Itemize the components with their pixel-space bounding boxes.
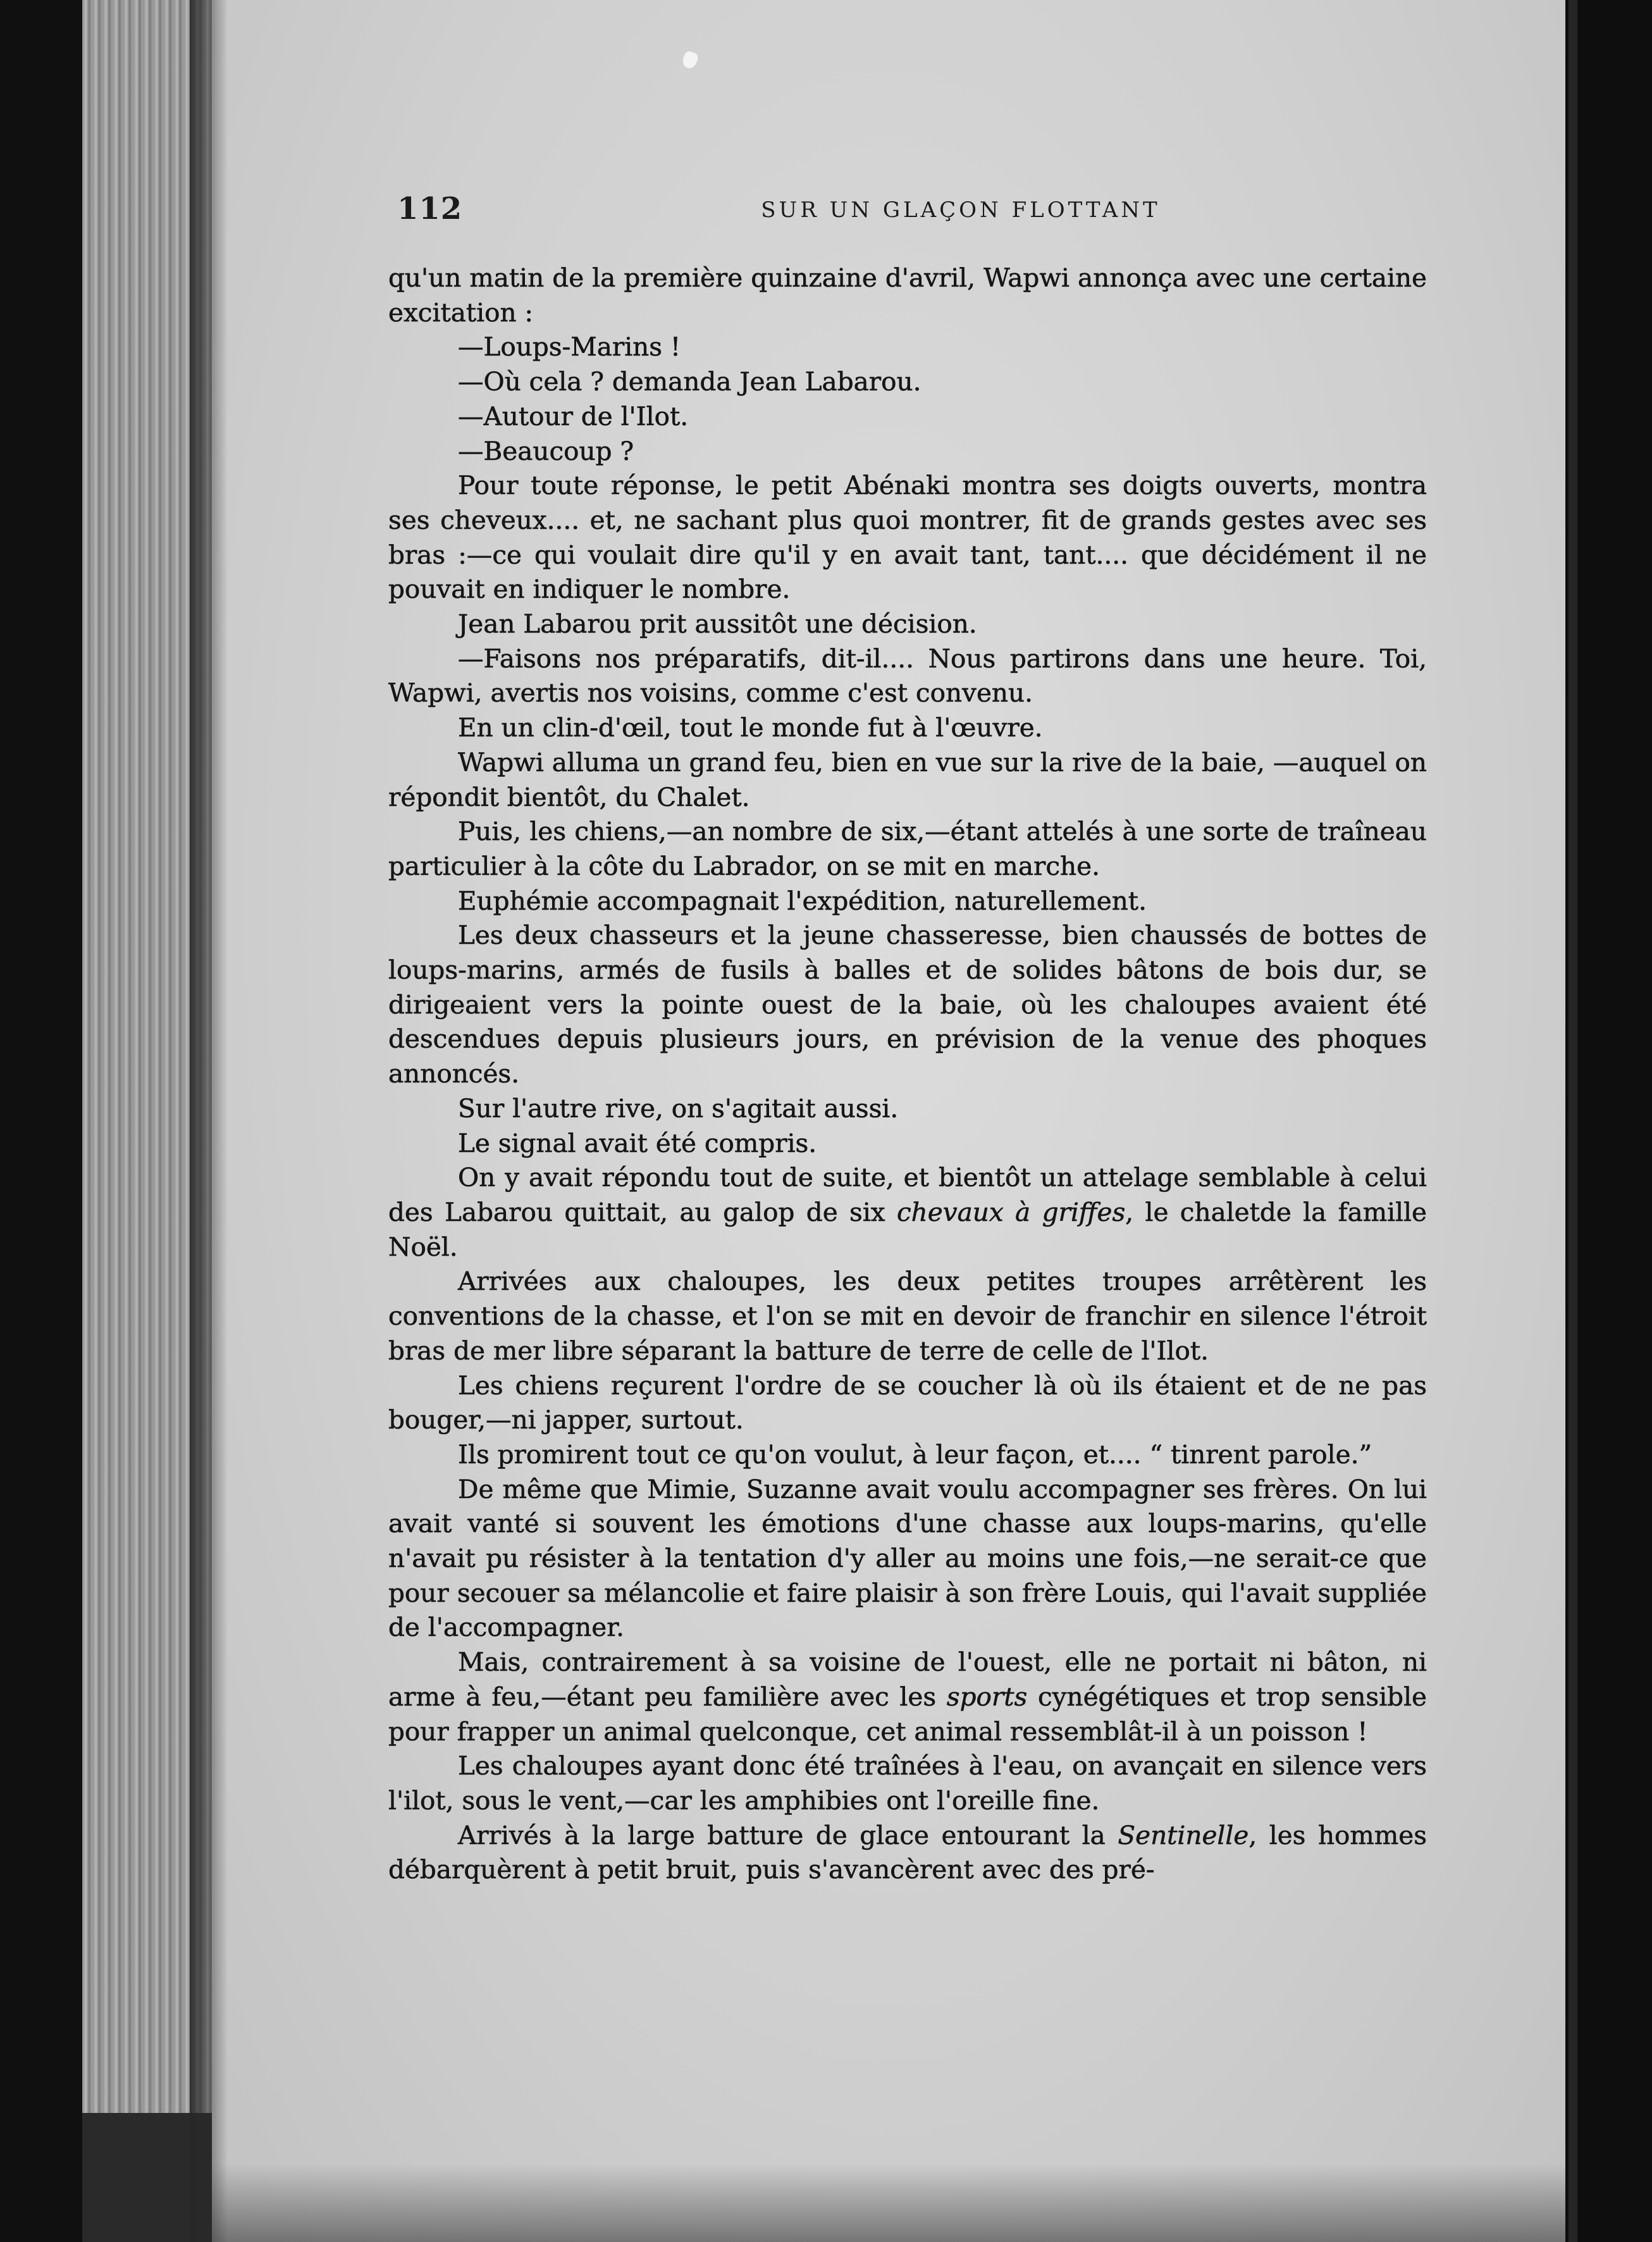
paragraph: —Loups-Marins ! xyxy=(458,331,681,362)
paragraph: —Autour de l'Ilot. xyxy=(458,400,689,431)
paragraph: —Faisons nos préparatifs, dit-il.... Nous partirons dans une heure. Toi, Wapwi, avertis nos voisins, comme c'est convenu. xyxy=(388,643,1427,709)
paragraph: Les deux chasseurs et la jeune chasseresse, bien chaussés de bottes de loups-marins, armés de fusils à balles et de solides bâtons de bois dur, se dirigeaient vers la pointe ouest de la baie, où les chaloupes avaient été descendues depuis plusieurs jours, en prévision de la venue des phoques annoncés. xyxy=(388,920,1427,1089)
paragraph: —Où cela ? demanda Jean Labarou. xyxy=(458,366,922,397)
paragraph: Sur l'autre rive, on s'agitait aussi. xyxy=(458,1093,899,1124)
paragraph-text: cynégétiques et trop sensible pour frapper un animal quelconque, cet animal ressemblât-il à un poisson ! xyxy=(388,1681,1427,1747)
paragraph: Pour toute réponse, le petit Abénaki montra ses doigts ouverts, montra ses cheveux.... et, ne sachant plus quoi montrer, fit de grands gestes avec ses bras :—ce qui voulait dire qu'il y en avait tant, tant.... que décidément il ne pouvait en indiquer le nombre. xyxy=(388,470,1427,605)
italic-phrase: Sentinelle xyxy=(1118,1819,1249,1850)
italic-phrase: chevaux à griffes xyxy=(897,1196,1126,1227)
paragraph: Ils promirent tout ce qu'on voulut, à leur façon, et.... “ tinrent parole.” xyxy=(458,1439,1372,1470)
paragraph-text: Arrivés à la large batture de glace entourant la xyxy=(458,1819,1118,1850)
paragraph xyxy=(388,1160,1427,1264)
paragraph: Les chiens reçurent l'ordre de se coucher là où ils étaient et de ne pas bouger,—ni japper, surtout. xyxy=(388,1370,1427,1435)
paragraph: En un clin-d'œil, tout le monde fut à l'œuvre. xyxy=(458,712,1043,743)
page-bottom-shadow xyxy=(212,2164,1565,2242)
paragraph xyxy=(388,1645,1427,1749)
page-header xyxy=(397,191,1429,229)
paragraph: Les chaloupes ayant donc été traînées à l'eau, on avançait en silence vers l'ilot, sous le vent,—car les amphibies ont l'oreille fine. xyxy=(388,1750,1427,1816)
left-dark-margin xyxy=(0,0,82,2242)
paragraph: Jean Labarou prit aussitôt une décision. xyxy=(458,609,977,640)
paragraph: De même que Mimie, Suzanne avait voulu accompagner ses frères. On lui avait vanté si souvent les émotions d'une chasse aux loups-marins, qu'elle n'avait pu résister à la tentation d'y aller au moins une fois,—ne serait-ce que pour secouer sa mélancolie et faire plaisir à son frère Louis, qui l'avait suppliée de l'accompagner. xyxy=(388,1473,1427,1643)
paragraph xyxy=(388,1818,1427,1887)
paragraph: Euphémie accompagnait l'expédition, naturellement. xyxy=(458,885,1147,916)
running-title: SUR UN GLAÇON FLOTTANT xyxy=(761,197,1161,223)
paragraph: Puis, les chiens,—an nombre de six,—étant attelés à une sorte de traîneau particulier à la côte du Labrador, on se mit en marche. xyxy=(388,816,1427,881)
page-number: 112 xyxy=(397,191,463,226)
paragraph: qu'un matin de la première quinzaine d'avril, Wapwi annonça avec une certaine excitation : xyxy=(388,263,1427,328)
paragraph: —Beaucoup ? xyxy=(458,435,634,466)
paragraph-text: , les hommes débarquèrent à petit bruit, puis s'avancèrent avec des pré- xyxy=(388,1819,1427,1885)
right-binding-edge xyxy=(1569,0,1577,2242)
paragraph-text: , le chaletde la famille Noël. xyxy=(388,1196,1427,1262)
paragraph: Wapwi alluma un grand feu, bien en vue sur la rive de la baie, —auquel on répondit bientôt, du Chalet. xyxy=(388,746,1427,812)
gutter-shadow xyxy=(190,0,228,2242)
paragraph: Le signal avait été compris. xyxy=(458,1127,817,1158)
body-text xyxy=(388,261,1427,1887)
paragraph-text: On y avait répondu tout de suite, et bientôt un attelage semblable à celui des Labarou quittait, au galop de six xyxy=(388,1162,1427,1227)
paragraph-text: Mais, contrairement à sa voisine de l'ouest, elle ne portait ni bâton, ni arme à feu,—étant peu familière avec les xyxy=(388,1647,1427,1712)
right-dark-margin xyxy=(1565,0,1652,2242)
paragraph: Arrivées aux chaloupes, les deux petites troupes arrêtèrent les conventions de la chasse, et l'on se mit en devoir de franchir en silence l'étroit bras de mer libre séparant la batture de terre de celle de l'Ilot. xyxy=(388,1266,1427,1366)
italic-phrase: sports xyxy=(946,1681,1028,1712)
